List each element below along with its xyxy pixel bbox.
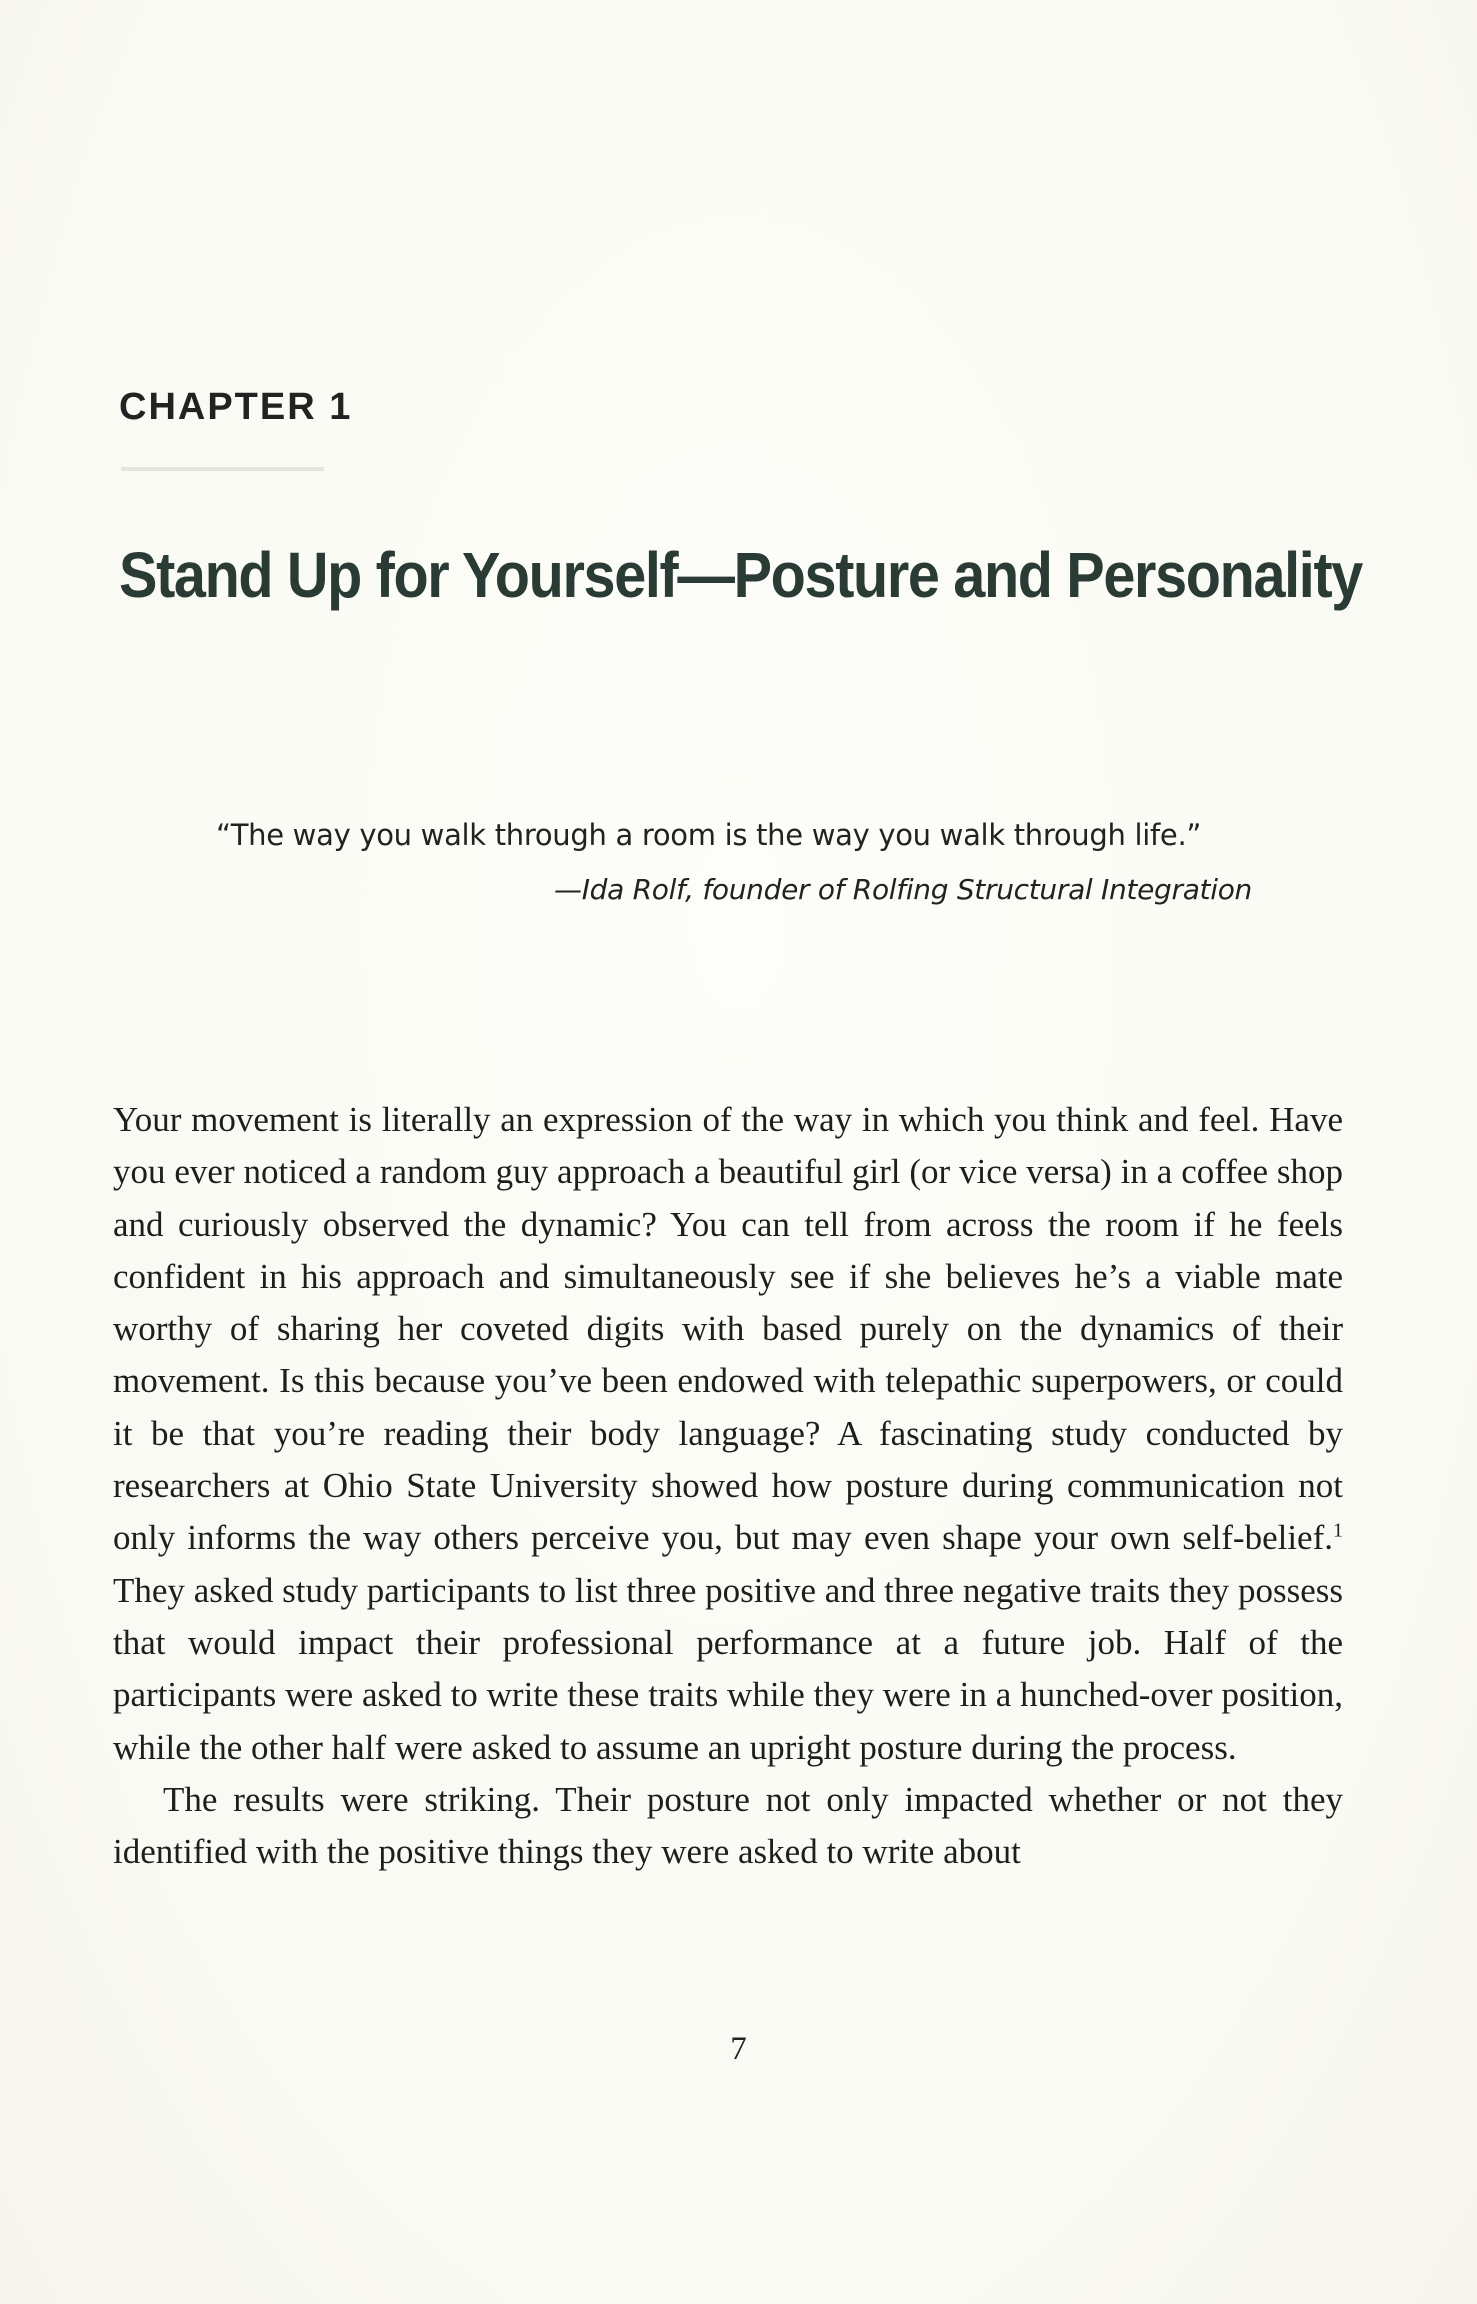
chapter-label: CHAPTER 1 bbox=[119, 386, 353, 428]
chapter-title: Stand Up for Yourself—Posture and Personality bbox=[119, 539, 1362, 611]
body-text bbox=[113, 1094, 1343, 1878]
chapter-divider bbox=[121, 467, 324, 471]
epigraph-quote: “The way you walk through a room is the way you walk through life.” bbox=[216, 818, 1202, 852]
footnote-reference[interactable]: 1 bbox=[1333, 1519, 1343, 1542]
paragraph bbox=[113, 1094, 1343, 1774]
paragraph: The results were striking. Their posture not only impacted whether or not they identified with the positive things they were asked to write about bbox=[113, 1779, 1343, 1872]
page-number: 7 bbox=[730, 2031, 747, 2067]
epigraph-attribution: —Ida Rolf, founder of Rolfing Structural Integration bbox=[554, 873, 1252, 906]
paragraph-text: They asked study participants to list three positive and three negative traits they possess that would impact their professional performance at a future job. Half of the participants were asked to write these traits while they were in a hunched-over position, while the other half were asked to assume an upright posture during the process. bbox=[113, 1570, 1343, 1767]
paragraph-text: Your movement is literally an expression of the way in which you think and feel. Have you ever noticed a random guy approach a beautiful girl (or vice versa) in a coffee shop and curiously observed the dynamic? You can tell from across the room if he feels confident in his approach and simultaneously see if she believes he’s a viable mate worthy of sharing her coveted digits with based purely on the dynamics of their movement. Is this because you’ve been endowed with telepathic superpowers, or could it be that you’re reading their body language? A fascinating study conducted by researchers at Ohio State University showed how posture during communication not only informs the way others perceive you, but may even shape your own self-belief. bbox=[113, 1100, 1343, 1558]
